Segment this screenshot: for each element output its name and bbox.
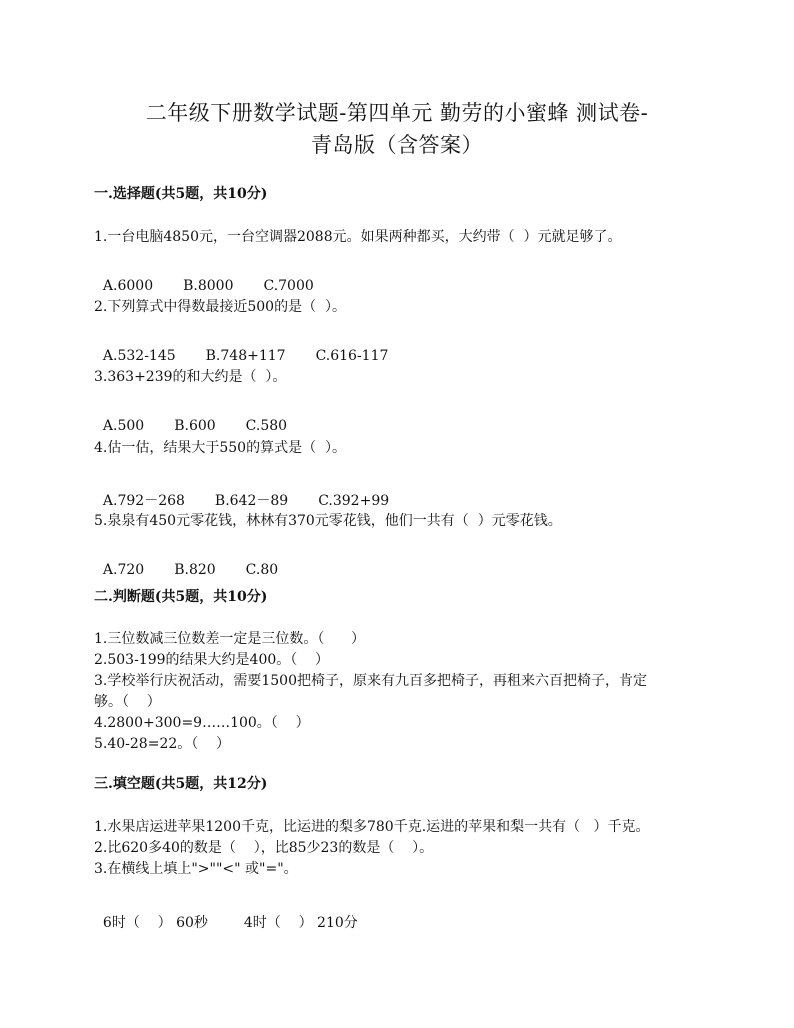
option-c: C.80 <box>245 562 279 578</box>
fill-line: 2.比620多40的数是（ ），比85少23的数是（ ）。 <box>94 840 434 856</box>
question-text: 5.泉泉有450元零花钱，林林有370元零花钱，他们一共有（ ）元零花钱。 <box>94 513 562 529</box>
judge-line: 1.三位数减三位数差一定是三位数。（ ） <box>94 631 366 647</box>
option-c: C.580 <box>245 418 288 434</box>
option-a: A.6000 <box>102 278 154 294</box>
question-options <box>94 332 418 364</box>
section-heading-choice: 一.选择题(共5题，共10分) <box>94 186 268 202</box>
question-text: 4.估一估，结果大于550的算式是（ ）。 <box>94 440 346 456</box>
question-options <box>94 262 344 294</box>
option-b: B.748+117 <box>205 348 286 364</box>
option-b: B.820 <box>174 562 216 578</box>
option-a: A.792－268 <box>102 493 185 509</box>
option-c: C.7000 <box>263 278 314 294</box>
judge-line: 2.503-199的结果大约是400。（ ） <box>94 652 330 668</box>
question-text: 1.一台电脑4850元，一台空调器2088元。如果两种都买，大约带（ ）元就足够了。 <box>94 229 622 245</box>
option-a: A.720 <box>102 562 145 578</box>
question-text: 2.下列算式中得数最接近500的是（ ）。 <box>94 299 346 315</box>
fill-line: 1.水果店运进苹果1200千克，比运进的梨多780千克.运进的苹果和梨一共有（ ）千克。 <box>94 819 650 835</box>
option-c: C.392+99 <box>318 493 390 509</box>
option-a: A.532-145 <box>102 348 176 364</box>
question-options <box>94 474 419 510</box>
option-c: C.616-117 <box>315 348 389 364</box>
judge-line: 5.40-28=22。（ ） <box>94 736 231 752</box>
question-text: 3.363+239的和大约是（ ）。 <box>94 369 287 385</box>
option-b: B.8000 <box>183 278 234 294</box>
option-a: A.500 <box>102 418 145 434</box>
section-heading-fill: 三.填空题(共5题，共12分) <box>94 776 268 792</box>
fill-compare-item: 4时（ ） 210分 <box>243 915 358 931</box>
fill-compare-item: 6时（ ） 60秒 <box>102 915 208 931</box>
judge-line: 够。（ ） <box>94 694 161 710</box>
option-b: B.600 <box>174 418 216 434</box>
question-options <box>94 546 308 578</box>
fill-line: 3.在横线上填上">""<" 或"="。 <box>94 861 298 877</box>
judge-line: 4.2800+300=9……100。（ ） <box>94 715 310 731</box>
section-heading-judge: 二.判断题(共5题，共10分) <box>94 589 268 605</box>
title-line-1: 二年级下册数学试题-第四单元 勤劳的小蜜蜂 测试卷- <box>145 101 649 125</box>
option-b: B.642－89 <box>214 493 289 509</box>
title-line-2: 青岛版（含答案） <box>311 133 483 157</box>
judge-line: 3.学校举行庆祝活动，需要1500把椅子，原来有九百多把椅子，再租来六百把椅子，肯定 <box>94 673 647 689</box>
fill-compare-row <box>94 896 358 932</box>
question-options <box>94 402 317 434</box>
